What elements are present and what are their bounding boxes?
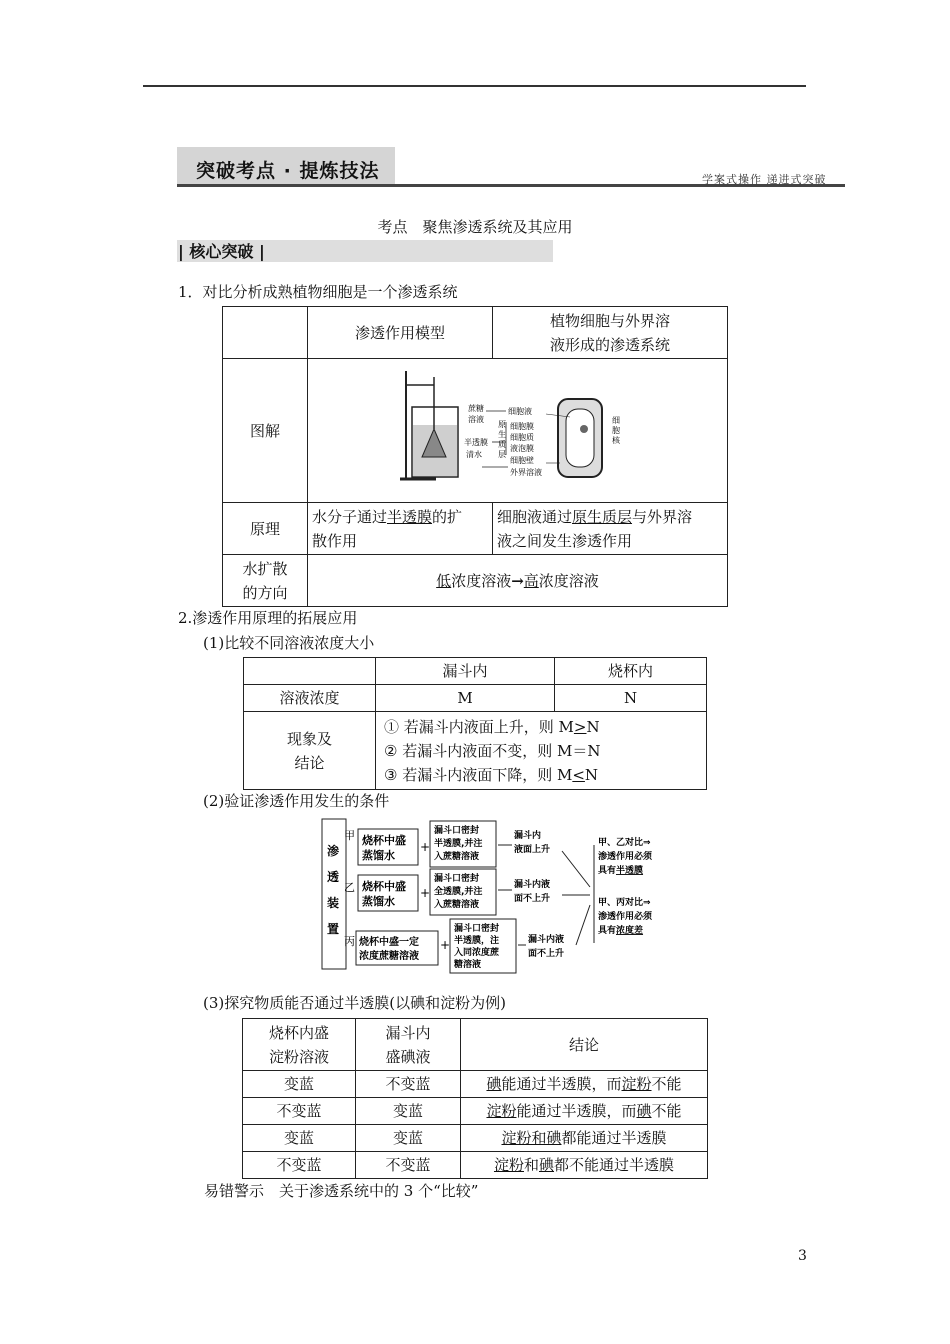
- row-label-direction: 水扩散 的方向: [223, 555, 308, 607]
- flow-label: 置: [327, 922, 340, 936]
- table-cell: 不变蓝: [356, 1071, 461, 1098]
- table-header-conclusion: 结论: [461, 1019, 708, 1071]
- table-header-beaker: 烧杯内: [555, 658, 707, 685]
- direction-value: 低浓度溶液→高浓度溶液: [308, 555, 728, 607]
- flow-label: 具有半透膜: [598, 866, 644, 876]
- flow-label: 烧杯中盛一定: [359, 937, 419, 948]
- osmosis-compare-table: [222, 306, 728, 607]
- part1-heading: 1．对比分析成熟植物细胞是一个渗透系统: [178, 283, 458, 301]
- table-cell: 碘能通过半透膜，而淀粉不能: [461, 1071, 708, 1098]
- flow-label: 乙: [344, 881, 355, 894]
- flow-label: 面不上升: [528, 949, 565, 959]
- figure-label: 细胞液: [507, 407, 532, 416]
- flow-label: 渗透作用必须: [598, 912, 653, 922]
- table-cell: 变蓝: [356, 1098, 461, 1125]
- result-cell: ① 若漏斗内液面上升，则 M>N ② 若漏斗内液面不变，则 M＝N ③ 若漏斗内液面下降，则 M<N: [376, 712, 707, 790]
- flow-label: 漏斗口密封: [434, 874, 480, 884]
- flow-label: 甲、丙对比⇒: [598, 898, 651, 908]
- table-cell: 淀粉和碘都不能通过半透膜: [461, 1152, 708, 1179]
- flow-label: 半透膜，注: [454, 936, 500, 946]
- figure-label: 生: [497, 430, 506, 439]
- figure-label: 质: [497, 440, 506, 449]
- warning-text: 易错警示 关于渗透系统中的 3 个“比较”: [204, 1182, 479, 1200]
- row-label-conc: 溶液浓度: [244, 685, 376, 712]
- flow-label: +: [420, 840, 431, 854]
- concentration-table: [243, 657, 707, 790]
- table-cell: [223, 307, 308, 359]
- flow-label: +: [440, 938, 451, 952]
- page-number: 3: [798, 1248, 807, 1264]
- value-M: M: [376, 685, 555, 712]
- table-header-funnel: 漏斗内: [376, 658, 555, 685]
- flow-label: 烧杯中盛: [362, 880, 406, 893]
- figure-label: 层: [497, 450, 506, 459]
- figure-label: 液泡膜: [509, 444, 534, 453]
- figure-cell: [308, 359, 728, 503]
- flow-label: 漏斗口密封: [434, 826, 480, 836]
- sub3-heading: (3)探究物质能否通过半透膜(以碘和淀粉为例): [203, 994, 506, 1012]
- flow-label: 漏斗内液: [528, 935, 565, 945]
- table-cell: 变蓝: [243, 1071, 356, 1098]
- header-rule: [143, 85, 806, 87]
- flow-label: +: [420, 886, 431, 900]
- figure-label: 蔗糖: [467, 404, 484, 413]
- flow-label: 具有浓度差: [598, 926, 644, 936]
- table-header-beaker: 烧杯内盛 淀粉溶液: [243, 1019, 356, 1071]
- flow-label: 甲: [344, 829, 355, 842]
- osmosis-condition-flow: [318, 815, 678, 975]
- figure-label: 溶液: [467, 415, 484, 424]
- row-label-principle: 原理: [223, 503, 308, 555]
- banner-subtitle: 学案式操作 递进式突破: [702, 173, 827, 186]
- value-N: N: [555, 685, 707, 712]
- flow-label: 液面上升: [514, 845, 551, 855]
- figure-label: 清水: [465, 450, 482, 459]
- row-label-figure: 图解: [223, 359, 308, 503]
- core-label: | 核心突破 |: [178, 242, 265, 261]
- flow-label: 漏斗内液: [514, 880, 551, 890]
- table-cell: 变蓝: [356, 1125, 461, 1152]
- flow-label: 全透膜,并注: [434, 887, 483, 897]
- figure-label: 胞: [611, 426, 620, 435]
- table-header-funnel: 漏斗内 盛碘液: [356, 1019, 461, 1071]
- flow-label: 漏斗口密封: [454, 924, 500, 934]
- flow-label: 入同浓度蔗: [454, 948, 500, 958]
- part2-heading: 2.渗透作用原理的拓展应用: [178, 609, 358, 627]
- figure-label: 原: [497, 420, 506, 429]
- flow-label: 入蔗糖溶液: [434, 900, 480, 910]
- flow-label: 面不上升: [514, 894, 551, 904]
- sub1-heading: (1)比较不同溶液浓度大小: [203, 634, 375, 652]
- figure-label: 核: [611, 436, 620, 445]
- table-cell: 不变蓝: [243, 1098, 356, 1125]
- figure-label: 细: [611, 416, 620, 425]
- section-title: 考点 聚焦渗透系统及其应用: [377, 218, 573, 236]
- flow-label: 丙: [344, 935, 355, 948]
- iodine-starch-table: [242, 1018, 708, 1179]
- flow-label: 蒸馏水: [362, 895, 395, 908]
- osmosis-figure: [398, 367, 638, 487]
- flow-label: 糖溶液: [454, 960, 482, 970]
- sub2-heading: (2)验证渗透作用发生的条件: [203, 792, 390, 810]
- figure-label: 细胞壁: [509, 456, 534, 465]
- figure-label: 细胞膜: [509, 422, 534, 431]
- principle-model: 水分子通过半透膜的扩 散作用: [308, 503, 493, 555]
- flow-label: 装: [327, 896, 340, 910]
- figure-label: 半透膜: [463, 438, 488, 447]
- table-cell: 不变蓝: [243, 1152, 356, 1179]
- table-header-model: 渗透作用模型: [308, 307, 493, 359]
- table-header-cell: 植物细胞与外界溶 液形成的渗透系统: [493, 307, 728, 359]
- flow-label: 蒸馏水: [362, 849, 395, 862]
- flow-label: 漏斗内: [514, 831, 542, 841]
- table-cell: [244, 658, 376, 685]
- table-cell: 淀粉和碘都能通过半透膜: [461, 1125, 708, 1152]
- flow-label: 透: [327, 870, 340, 884]
- figure-label: 外界溶液: [509, 468, 542, 477]
- table-cell: 淀粉能通过半透膜，而碘不能: [461, 1098, 708, 1125]
- banner-title: 突破考点 · 提炼技法: [196, 160, 380, 182]
- flow-label: 入蔗糖溶液: [434, 852, 480, 862]
- table-cell: 变蓝: [243, 1125, 356, 1152]
- row-label-result: 现象及 结论: [244, 712, 376, 790]
- figure-label: 细胞质: [509, 433, 534, 442]
- flow-label: 烧杯中盛: [362, 834, 406, 847]
- flow-label: 渗: [327, 844, 340, 858]
- flow-label: 半透膜,并注: [434, 839, 483, 849]
- table-cell: 不变蓝: [356, 1152, 461, 1179]
- flow-label: 甲、乙对比⇒: [598, 838, 651, 848]
- flow-label: 渗透作用必须: [598, 852, 653, 862]
- flow-label: 浓度蔗糖溶液: [359, 951, 419, 962]
- principle-cell: 细胞液通过原生质层与外界溶 液之间发生渗透作用: [493, 503, 728, 555]
